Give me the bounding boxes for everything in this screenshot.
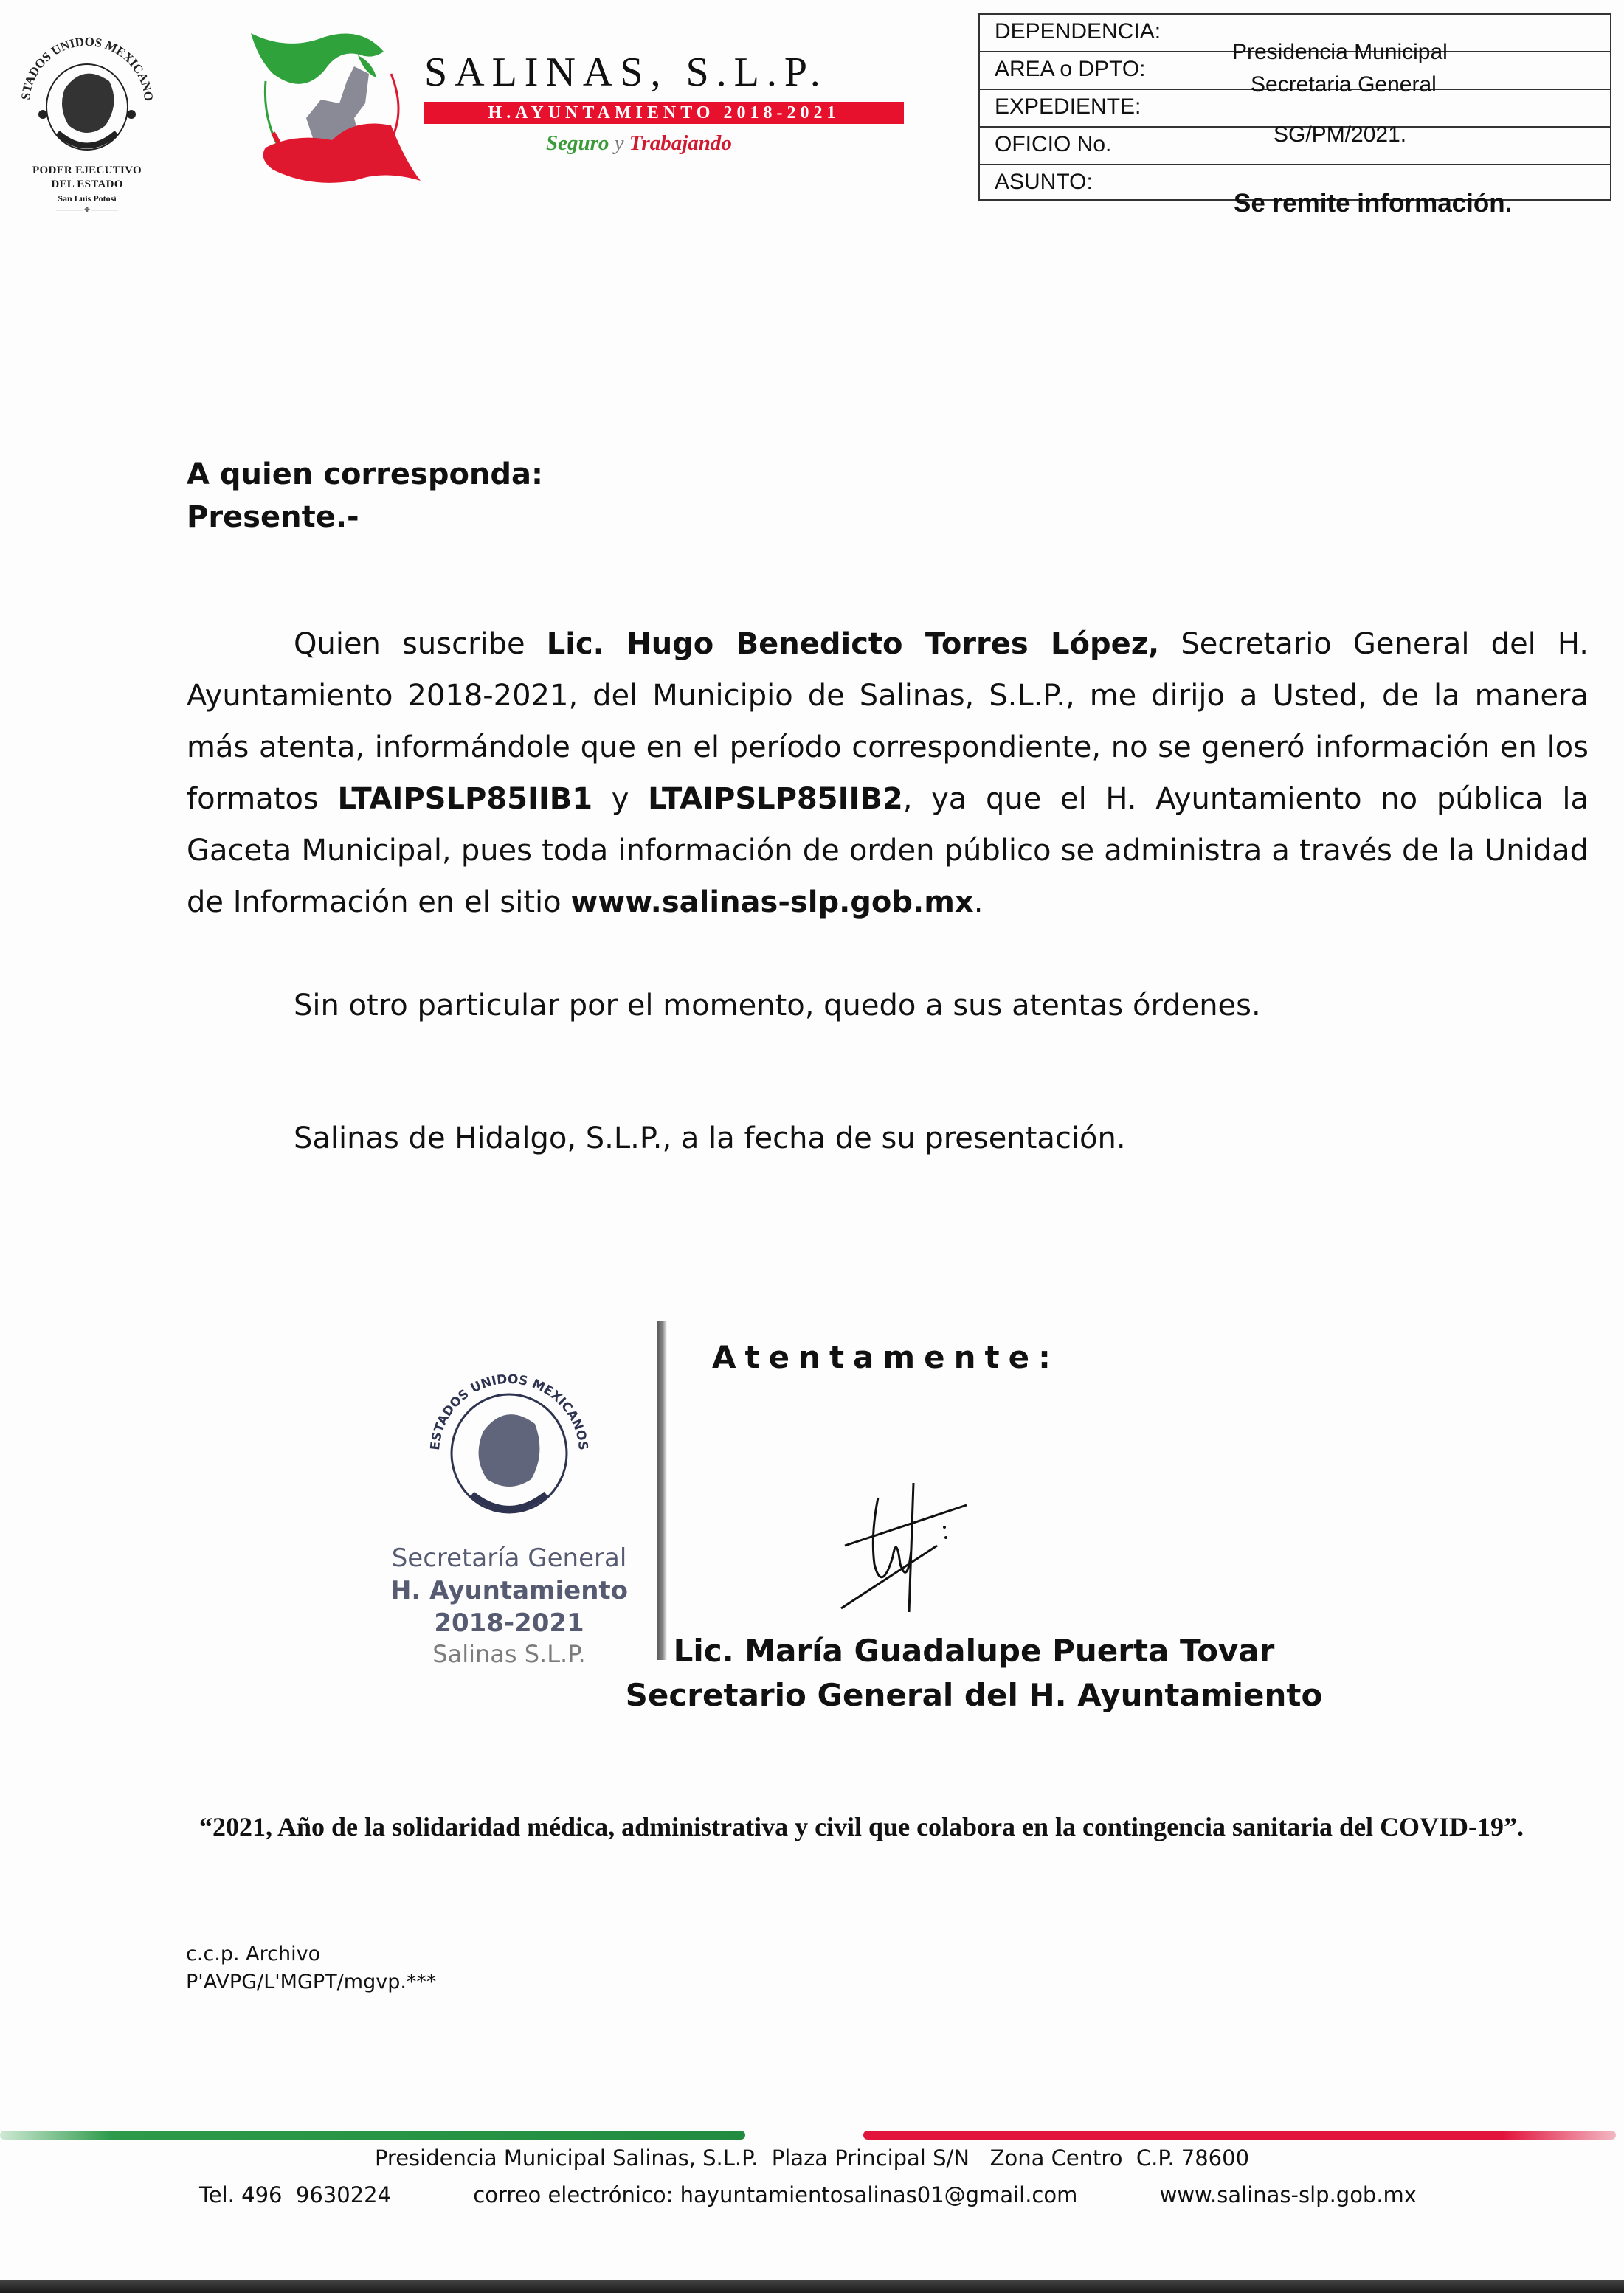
info-label: EXPEDIENTE: bbox=[995, 94, 1141, 119]
asunto-value: Se remite información. bbox=[1234, 189, 1513, 218]
stamp-seal-text: ESTADOS UNIDOS MEXICANOS bbox=[427, 1372, 591, 1451]
info-label: ASUNTO: bbox=[995, 170, 1093, 194]
body-text: . bbox=[973, 885, 984, 919]
state-emblem-line1: PODER EJECUTIVO bbox=[32, 165, 142, 176]
greeting-line1: A quien corresponda: bbox=[187, 457, 544, 491]
place-date-line: Salinas de Hidalgo, S.L.P., a la fecha de su presentación. bbox=[294, 1121, 1126, 1155]
body-text: y bbox=[592, 782, 649, 816]
slogan-connector: y bbox=[614, 131, 624, 155]
atentamente-heading: Atentamente: bbox=[712, 1339, 1060, 1375]
slogan-green: Seguro bbox=[546, 131, 609, 155]
closing-line: Sin otro particular por el momento, quedo a sus atentas órdenes. bbox=[294, 989, 1261, 1023]
municipal-slogan bbox=[546, 131, 732, 156]
footer-address: Presidencia Municipal Salinas, S.L.P. Plaza Principal S/N Zona Centro C.P. 78600 bbox=[374, 2145, 1250, 2171]
handwritten-signature bbox=[826, 1476, 974, 1623]
stamp-line2: H. Ayuntamiento 2018-2021 bbox=[390, 1576, 629, 1638]
footer-green-bar bbox=[0, 2131, 745, 2140]
body-text: Secretario General del H. Ayuntamiento 2018-2021, del Municipio de Salinas, S.L.P., me dirijo a Usted, de la manera más atenta, informándole que en el período correspondiente, no se generó información en los formatos bbox=[187, 627, 1589, 816]
area-value: Secretaria General bbox=[1251, 72, 1437, 97]
footer-contacts bbox=[199, 2182, 1417, 2207]
carbon-copy-block bbox=[186, 1940, 436, 1996]
state-emblem-line3: San Luis Potosí bbox=[58, 193, 117, 204]
slogan-red: Trabajando bbox=[629, 131, 732, 155]
dependencia-value: Presidencia Municipal bbox=[1232, 40, 1448, 64]
scan-page-edge bbox=[0, 2280, 1624, 2293]
oficio-value: SG/PM/2021. bbox=[1274, 122, 1407, 147]
format-code-2: LTAIPSLP85IIB2 bbox=[648, 782, 903, 816]
ornament-divider: ———— ✤ ———— bbox=[55, 206, 119, 213]
website-link[interactable]: www.salinas-slp.gob.mx bbox=[570, 885, 974, 919]
stamp-line3: Salinas S.L.P. bbox=[432, 1640, 586, 1668]
municipal-hands-logo bbox=[243, 22, 443, 192]
official-stamp-seal bbox=[413, 1350, 605, 1542]
signer-name: Lic. María Guadalupe Puerta Tovar bbox=[673, 1633, 1275, 1669]
greeting-line2: Presente.- bbox=[187, 500, 359, 534]
signer-block bbox=[531, 1629, 1417, 1718]
ccp-line2: P'AVPG/L'MGPT/mgvp.*** bbox=[186, 1971, 437, 1993]
info-label: DEPENDENCIA: bbox=[995, 19, 1161, 44]
sender-name: Lic. Hugo Benedicto Torres López, bbox=[546, 627, 1160, 661]
state-emblem-line2: DEL ESTADO bbox=[51, 179, 123, 190]
footer-phone: Tel. 496 9630224 bbox=[199, 2182, 392, 2207]
municipal-title: SALINAS, S.L.P. bbox=[424, 49, 828, 95]
year-motto: “2021, Año de la solidaridad médica, administrativa y civil que colabora en la contingencia sanitaria del COVID-19”. bbox=[199, 1812, 1524, 1841]
body-text: Quien suscribe bbox=[294, 627, 547, 661]
state-emblem-seal bbox=[13, 22, 161, 170]
stamp-line1: Secretaría General bbox=[391, 1543, 627, 1573]
info-label: OFICIO No. bbox=[995, 132, 1112, 156]
body-text: , ya que el H. Ayuntamiento no pública la Gaceta Municipal, pues toda información de orden público se administra a través de la Unidad de Información en el sitio bbox=[187, 782, 1589, 919]
footer-red-bar bbox=[863, 2131, 1616, 2140]
greeting bbox=[187, 453, 543, 539]
body-paragraph bbox=[187, 618, 1589, 928]
footer-website[interactable]: www.salinas-slp.gob.mx bbox=[1159, 2182, 1417, 2207]
signer-title: Secretario General del H. Ayuntamiento bbox=[625, 1677, 1323, 1713]
municipal-administration-band: H.AYUNTAMIENTO 2018-2021 bbox=[424, 102, 904, 124]
info-label: AREA o DPTO: bbox=[995, 57, 1146, 81]
footer-email[interactable]: correo electrónico: hayuntamientosalinas01@gmail.com bbox=[473, 2182, 1078, 2207]
state-emblem-caption bbox=[0, 164, 174, 214]
state-seal-text: STADOS UNIDOS MEXICANO bbox=[18, 34, 156, 103]
ccp-line1: c.c.p. Archivo bbox=[186, 1943, 321, 1965]
format-code-1: LTAIPSLP85IIB1 bbox=[337, 782, 593, 816]
